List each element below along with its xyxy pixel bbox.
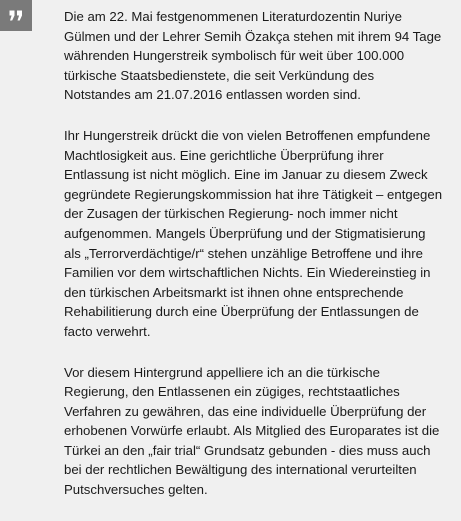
- quote-badge: [0, 0, 32, 31]
- quote-mark-icon: [9, 10, 23, 21]
- quote-text: [64, 7, 444, 521]
- quote-paragraph-3: Vor diesem Hintergrund appelliere ich an die türkische Regierung, den Entlassenen ein zügiges, rechtstaatliches Verfahren zu gewähren, das eine individuelle Überprüfung der erhobenen Vorwürfe erlaubt. Als Mitglied des Europarates ist die Türkei an den „fair trial“ Grundsatz gebunden - dies muss auch bei der rechtlichen Bewältigung des international verurteilten Putschversuches gelten.: [64, 364, 440, 498]
- quote-paragraph-1: Die am 22. Mai festgenommenen Literaturdozentin Nuriye Gülmen und der Lehrer Semih Özakça stehen mit ihrem 94 Tage währenden Hungerstreik symbolisch für weit über 100.000 türkische Staatsbedienstete, die seit Verkündung des Notstandes am 21.07.2016 entlassen worden sind.: [64, 9, 442, 103]
- quote-paragraph-2: Ihr Hungerstreik drückt die von vielen Betroffenen empfundene Machtlosigkeit aus. Eine gerichtliche Überprüfung ihrer Entlassung ist nicht möglich. Eine im Januar zu diesem Zweck gegründete Regierungskommission hat ihre Tätigkeit – entgegen der Zusagen der türkischen Regierung- noch immer nicht aufgenommen. Mangels Überprüfung und der Stigmatisierung als „Terrorverdächtige/r“ stehen unzählige Betroffene und ihre Familien vor dem wirtschaftlichen Nichts. Ein Wiedereinstieg in den türkischen Arbeitsmarkt ist ihnen ohne entsprechende Rehabilitierung durch eine Überprüfung der Entlassungen de facto verwehrt.: [64, 127, 443, 339]
